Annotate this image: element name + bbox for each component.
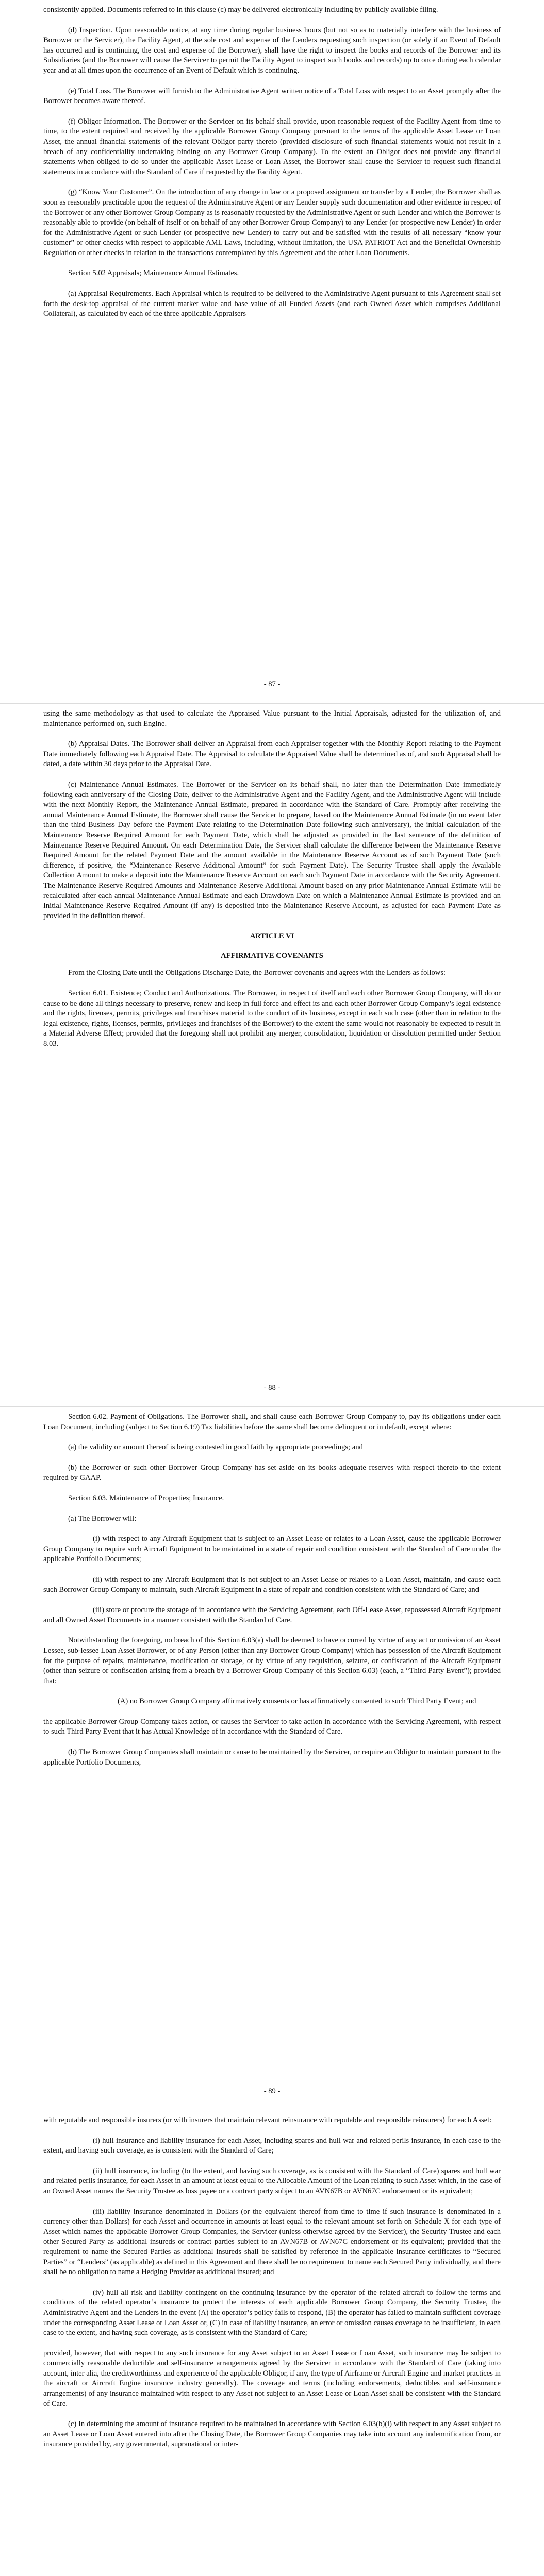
paragraph: consistently applied. Documents referred to in this clause (c) may be delivered electronically including by publicly available filing. xyxy=(43,6,438,14)
page-body xyxy=(43,5,501,330)
paragraph: (iii) store or procure the storage of in accordance with the Servicing Agreement, each Off-Lease Asset, repossessed Aircraft Equipment and all Owned Asset Documents in a manner consistent with the Standard of Care. xyxy=(43,1606,501,1624)
paragraph: (d) Inspection. Upon reasonable notice, at any time during regular business hours (but not so as to materially interfere with the business of Borrower or the Servicer), the Facility Agent, at the sole cost and expense of the Lenders requesting such inspection (or solely if an Event of Default has occurred and is continuing, the cost and expense of the Borrower), shall have the right to inspect the books and records of the Borrower and its Subsidiaries (and the Borrower will cause the Servicer to permit the Facility Agent to inspect such books and records) up to once during each calendar year and at all times upon the occurrence of an Event of Default which is continuing. xyxy=(43,26,501,75)
page-body xyxy=(43,709,501,1060)
article-heading: AFFIRMATIVE COVENANTS xyxy=(221,951,323,960)
paragraph: (iii) liability insurance denominated in Dollars (or the equivalent thereof from time to time if such insurance is denominated in a currency other than Dollars) for each Asset and occurrence in amounts at least equal to the relevant amount set forth on Schedule X for each type of Asset which names the applicable Borrower Group Companies, the Servicer (unless otherwise agreed by the Servicer), the Security Trustee and each other Secured Party as additional insureds or contract parties subject to an AVN67B or AVN67C endorsement or its equivalent; provided that the requirement to name the Secured Parties as additional insureds shall be satisfied by reference in the applicable insurance certificates to “Secured Parties” or “Lenders” (as applicable) as defined in this Agreement and there shall be no requirement to name each Secured Party individually, and there shall be no obligation to name a Hedging Provider as additional insured; and xyxy=(43,2207,501,2277)
paragraph: Section 6.02. Payment of Obligations. The Borrower shall, and shall cause each Borrower Group Company to, pay its obligations under each Loan Document, including (subject to Section 6.19) Tax liabilities before the same shall become delinquent or in default, except where: xyxy=(43,1413,501,1431)
paragraph: Notwithstanding the foregoing, no breach of this Section 6.03(a) shall be deemed to have occurred by virtue of any act or omission of an Asset Lessee, sub-lessee Loan Asset Borrower, or of any Person (other than any Borrower Group Company) which has possession of the Aircraft Equipment for the purpose of repairs, maintenance, modification or storage, or by virtue of any requisition, seizure, or confiscation of the Aircraft Equipment (other than seizure or confiscation arising from a breach by a Borrower Group Company of this Section 6.03) (each, a “Third Party Event”); provided that: xyxy=(43,1636,501,1685)
page-number: - 89 - xyxy=(263,2087,281,2095)
document-page xyxy=(0,0,544,703)
document-page xyxy=(0,2110,544,2576)
paragraph: (i) with respect to any Aircraft Equipment that is subject to an Asset Lease or relates to a Loan Asset, cause the applicable Borrower Group Company to require such Aircraft Equipment to be maintained in a state of repair and condition consistent with the Standard of Care under the applicable Portfolio Documents; xyxy=(43,1535,501,1564)
paragraph: with reputable and responsible insurers (or with insurers that maintain relevant reinsurance with reputable and responsible reinsurers) for each Asset: xyxy=(43,2116,492,2124)
paragraph: (b) Appraisal Dates. The Borrower shall deliver an Appraisal from each Appraiser together with the Monthly Report relating to the Payment Date immediately following each Appraisal Date. The Appraisal to calculate the Appraised Value shall be determined as of, and such Appraisal shall be dated, a date within 30 days prior to the Appraisal Date. xyxy=(43,740,501,769)
paragraph: (a) the validity or amount thereof is being contested in good faith by appropriate proceedings; and xyxy=(68,1443,363,1452)
paragraph: (c) In determining the amount of insurance required to be maintained in accordance with Section 6.03(b)(i) with respect to any Asset subject to an Asset Lease or Loan Asset entered into after the Closing Date, the Borrower Group Companies may take into account any indemnification from, or insurance provided by, any governmental, supranational or inter- xyxy=(43,2420,501,2449)
page-body xyxy=(43,2115,501,2460)
paragraph: (a) The Borrower will: xyxy=(68,1514,137,1523)
paragraph: (i) hull insurance and liability insurance for each Asset, including spares and hull war and related perils insurance, in each case to the extent, and having such coverage, as is consistent with the Standard of Care; xyxy=(43,2136,501,2155)
paragraph: (b) The Borrower Group Companies shall maintain or cause to be maintained by the Servicer, or require an Obligor to maintain pursuant to the applicable Portfolio Documents, xyxy=(43,1748,501,1767)
paragraph: (g) “Know Your Customer”. On the introduction of any change in law or a proposed assignment or transfer by a Lender, the Borrower shall as soon as reasonably practicable upon the request of the Administrative Agent or any Lender supply such documentation and other evidence in respect of the Borrower or any other Borrower Group Company as is reasonably requested by the Administrative Agent or such Lender and which the Borrower is reasonably able to provide (on behalf of itself or on behalf of any other Borrower Group Company) to any Lender (or prospective new Lender) in order for the Administrative Agent or such Lender (or prospective new Lender) to carry out and be satisfied with the results of all necessary “know your customer” or other checks with respect to applicable AML Laws, including, without limitation, the USA PATRIOT Act and the Beneficial Ownership Regulation or other checks in relation to the transactions contemplated by this Agreement and the other Loan Documents. xyxy=(43,188,501,257)
document-page xyxy=(0,1406,544,2110)
paragraph: (f) Obligor Information. The Borrower or the Servicer on its behalf shall provide, upon reasonable request of the Facility Agent from time to time, to the extent required and received by the applicable Borrower Group Company pursuant to the terms of the applicable Asset Lease or Loan Asset, the annual financial statements of the relevant Obligor party thereto (provided disclosure of such financial statements would not result in a breach of any confidentiality undertaking binding on any Borrower Group Company). To the extent an Obligor does not provide any financial statements when obliged to do so under the applicable Asset Lease or Loan Asset, the Borrower shall cause the Servicer to request such financial statements in accordance with the Standard of Care if requested by the Facility Agent. xyxy=(43,117,501,176)
paragraph: (ii) hull insurance, including (to the extent, and having such coverage, as is consistent with the Standard of Care) spares and hull war and related perils insurance, for each Asset in an amount at least equal to the Allocable Amount of the Loan relating to such Asset which, in the case of an Owned Asset names the Security Trustee as loss payee or a contract party subject to an AVN67B or AVN67C endorsement or its equivalent; xyxy=(43,2166,501,2195)
paragraph: (a) Appraisal Requirements. Each Appraisal which is required to be delivered to the Administrative Agent pursuant to this Agreement shall set forth the desk-top appraisal of the current market value and base value of all Funded Assets (and each Owned Asset which comprises Additional Collateral), as calculated by each of the three applicable Appraisers xyxy=(43,290,501,318)
paragraph: (b) the Borrower or such other Borrower Group Company has set aside on its books adequate reserves with respect thereto to the extent required by GAAP. xyxy=(43,1463,501,1482)
paragraph: Section 5.02 Appraisals; Maintenance Annual Estimates. xyxy=(68,269,239,278)
paragraph: (ii) with respect to any Aircraft Equipment that is not subject to an Asset Lease or relates to a Loan Asset, maintain, and cause each such Borrower Group Company to maintain, such Aircraft Equipment in a state of repair and condition consistent with the Standard of Care; and xyxy=(43,1575,501,1594)
paragraph: using the same methodology as that used to calculate the Appraised Value pursuant to the Initial Appraisals, adjusted for the utilization of, and maintenance performed on, such Engine. xyxy=(43,709,501,728)
paragraph: Section 6.01. Existence; Conduct and Authorizations. The Borrower, in respect of itself and each other Borrower Group Company, will do or cause to be done all things necessary to preserve, renew and keep in full force and effect its and each other Borrower Group Company’s legal existence and the rights, licenses, permits, privileges and franchises material to the conduct of its business, except in each such case (other than in relation to the legal existence, rights, licenses, permits, privileges and franchises of the Borrower) to the extent the same would not reasonably be expected to result in a Material Adverse Effect; provided that the foregoing shall not prohibit any merger, consolidation, liquidation or dissolution permitted under Section 8.03. xyxy=(43,989,501,1048)
page-body xyxy=(43,1412,501,1778)
document-page xyxy=(0,703,544,1407)
paragraph: (c) Maintenance Annual Estimates. The Borrower or the Servicer on its behalf shall, no later than the Determination Date immediately following each anniversary of the Closing Date, deliver to the Administrative Agent and the Facility Agent, and the Administrative Agent will include with the next Monthly Report, the Maintenance Annual Estimate, prepared in accordance with the Standard of Care. Promptly after receiving the annual Maintenance Annual Estimate, the Borrower shall cause the Servicer to prepare, based on the Maintenance Annual Estimate (in no event later than the third Business Day before the Payment Date relating to the Determination Date following such anniversary), the initial calculation of the Maintenance Reserve Required Amount for each Payment Date, which shall be adjusted as provided in the last sentence of the definition of Maintenance Reserve Required Amount. On each Determination Date, the Servicer shall calculate the difference between the Maintenance Reserve Required Amount for the related Payment Date and the amount available in the Maintenance Reserve Account as of such Payment Date (such difference, if positive, the “Maintenance Reserve Additional Amount” for such Payment Date). The Security Trustee shall apply the Available Collection Amount to make a deposit into the Maintenance Reserve Account on each such Payment Date in accordance with the Security Agreement. The Maintenance Reserve Required Amounts and Maintenance Reserve Additional Amount based on any prior Maintenance Annual Estimate will be recalculated after each annual Maintenance Annual Estimate and each Drawdown Date on which a Maintenance Annual Estimate is provided and an Initial Maintenance Reserve Required Amount (if any) is deposited into the Maintenance Reserve Account, as adjusted for each Payment Date as provided in the definition thereof. xyxy=(43,780,501,920)
paragraph: (iv) hull all risk and liability contingent on the continuing insurance by the operator of the related aircraft to follow the terms and conditions of the related operator’s insurance to protect the interests of each applicable Borrower Group Company, the Security Trustee, the Administrative Agent and the Lenders in the event (A) the operator’s policy fails to respond, (B) the operator has failed to maintain sufficient coverage under the corresponding Asset Lease or Loan Asset or, (C) in case of liability insurance, an error or omission causes coverage to be insufficient, in each case to the extent, and having such coverage, as is consistent with the Standard of Care; xyxy=(43,2288,501,2337)
page-number: - 88 - xyxy=(263,1384,281,1392)
paragraph: Section 6.03. Maintenance of Properties; Insurance. xyxy=(68,1494,224,1502)
paragraph: (e) Total Loss. The Borrower will furnish to the Administrative Agent written notice of a Total Loss with respect to an Asset promptly after the Borrower becomes aware thereof. xyxy=(43,87,501,106)
article-heading: ARTICLE VI xyxy=(250,932,294,941)
paragraph: provided, however, that with respect to any such insurance for any Asset subject to an Asset Lease or Loan Asset, such insurance may be subject to commercially reasonable deductible and self-insurance arrangements agreed by the Servicer in accordance with the Standard of Care (taking into account, inter alia, the creditworthiness and experience of the applicable Obligor, if any, the type of Airframe or Aircraft Engine and market practices in the aircraft or Aircraft Engine insurance industry generally). The coverage and terms (including endorsements, deductibles and self-insurance arrangements) of any insurance maintained with respect to any Asset not subject to an Asset Lease or Loan Asset shall be consistent with the Standard of Care. xyxy=(43,2349,501,2408)
paragraph: (A) no Borrower Group Company affirmatively consents or has affirmatively consented to such Third Party Event; and xyxy=(118,1697,476,1706)
paragraph: the applicable Borrower Group Company takes action, or causes the Servicer to take action in accordance with the Servicing Agreement, with respect to such Third Party Event that it has Actual Knowledge of in accordance with the Standard of Care. xyxy=(43,1717,501,1736)
paragraph: From the Closing Date until the Obligations Discharge Date, the Borrower covenants and agrees with the Lenders as follows: xyxy=(68,969,446,977)
page-number: - 87 - xyxy=(263,680,281,688)
